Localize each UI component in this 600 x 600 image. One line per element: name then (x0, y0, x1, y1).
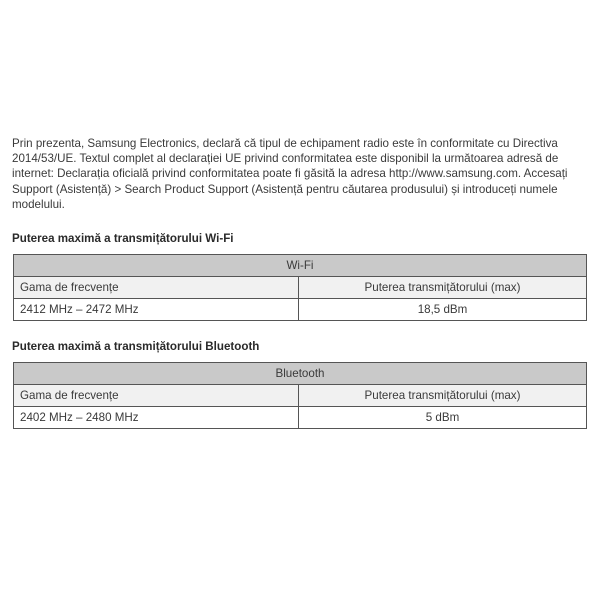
wifi-table-title: Wi-Fi (14, 255, 587, 277)
wifi-table-header-row (14, 277, 587, 299)
wifi-table-title-row (14, 255, 587, 277)
wifi-power-header: Puterea transmițătorului (max) (299, 277, 587, 299)
wifi-power-table (13, 254, 587, 321)
bluetooth-power-table (13, 362, 587, 429)
bluetooth-table-row (14, 407, 587, 429)
bluetooth-table-title: Bluetooth (14, 363, 587, 385)
bluetooth-table-header-row (14, 385, 587, 407)
document-page (12, 136, 588, 448)
bluetooth-frequency-header: Gama de frecvențe (14, 385, 299, 407)
wifi-table-row (14, 299, 587, 321)
bluetooth-power-header: Puterea transmițătorului (max) (299, 385, 587, 407)
declaration-paragraph: Prin prezenta, Samsung Electronics, declară că tipul de echipament radio este în conformitate cu Directiva 2014/53/UE. Textul complet al declarației UE privind conformitatea este disponibil la următoarea adresă de internet: Declarația oficială privind conformitatea poate fi găsită la adresa http://www.samsung.com. Accesați Support (Asistență) > Search Product Support (Asistență pentru căutarea produsului) și introduceți numele modelului. (12, 137, 568, 211)
wifi-power-value: 18,5 dBm (299, 299, 587, 321)
bluetooth-frequency-value: 2402 MHz – 2480 MHz (14, 407, 299, 429)
bluetooth-section-heading: Puterea maximă a transmițătorului Bluetooth (12, 340, 260, 354)
wifi-frequency-value: 2412 MHz – 2472 MHz (14, 299, 299, 321)
wifi-frequency-header: Gama de frecvențe (14, 277, 299, 299)
bluetooth-table-title-row (14, 363, 587, 385)
wifi-section-heading: Puterea maximă a transmițătorului Wi-Fi (12, 232, 234, 246)
bluetooth-power-value: 5 dBm (299, 407, 587, 429)
